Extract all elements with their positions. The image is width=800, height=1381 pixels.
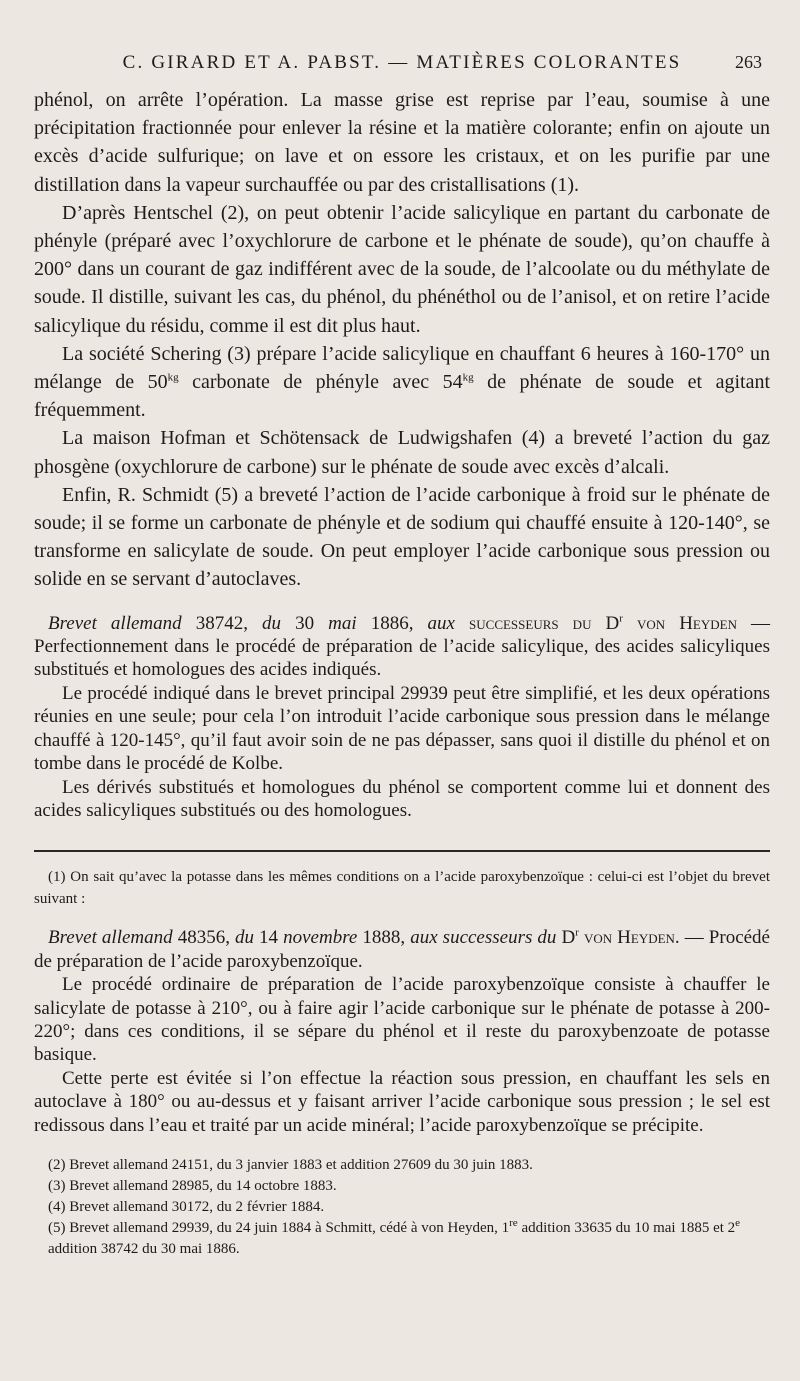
patent2-heyden: von Heyden. xyxy=(578,927,680,949)
footnote-5-a: (5) Brevet allemand 29939, du 24 juin 1884 à Schmitt, cédé à von Heyden, 1 xyxy=(48,1219,510,1236)
schering-text-b: carbonate de phényle avec 54 xyxy=(178,371,463,394)
patent2-dr: D xyxy=(556,927,576,949)
patent2-label: Brevet allemand xyxy=(48,927,173,949)
footnote-1 xyxy=(34,866,770,910)
patent-38742-heading xyxy=(34,612,770,682)
footnote-2: (2) Brevet allemand 24151, du 3 janvier 1883 et addition 27609 du 30 juin 1883. xyxy=(48,1156,533,1173)
patent-38742-para-1: Le procédé indiqué dans le brevet principal 29939 peut être simplifié, et les deux opérations réunies en une seule; pour cela l’on introduit l’acide carbonique sous pression dans le mélange chauffé à 120-145°, qu’il faut avoir soin de ne pas dépasser, sans quoi il distille du phénol et on tombe dans le procédé de Kolbe. xyxy=(34,682,770,775)
unit-kg-1: kg xyxy=(167,371,179,384)
patent2-dr-sup: r xyxy=(575,926,579,939)
patent2-day: 14 xyxy=(254,927,284,949)
patent2-du: du xyxy=(235,927,254,949)
footnote-rule xyxy=(34,850,770,852)
patent-48356-heading xyxy=(34,926,770,973)
patent2-month: novembre xyxy=(283,927,358,949)
patent-heyden: von Heyden xyxy=(622,612,737,634)
footnote-1-text: (1) On sait qu’avec la potasse dans les mêmes conditions on a l’acide paroxybenzoïque : celui-ci est l’objet du brevet suivant : xyxy=(34,869,770,908)
schering-text-a: La société Schering (3) prépare l’acide salicylique en chauffant 6 heures à 160-170° un mélange de 50 xyxy=(34,342,770,394)
paragraph-schering xyxy=(34,340,770,425)
patent-aux: aux xyxy=(427,612,455,634)
patent-day: 30 xyxy=(281,612,329,634)
paragraph-continuation: phénol, on arrête l’opération. La masse grise est reprise par l’eau, soumise à une précipitation fractionnée pour enlever la résine et la matière colorante; enfin on ajoute un excès d’acide sulfurique; on lave et on essore les cristaux, et on les purifie par une distillation dans la vapeur surchauffée ou par des cristallisations (1). xyxy=(34,89,770,196)
paragraph-hofman: La maison Hofman et Schötensack de Ludwigshafen (4) a breveté l’action du gaz phosgène (oxychlorure de carbone) sur le phénate de soude avec excès d’alcali. xyxy=(34,427,770,478)
footnotes xyxy=(34,1155,770,1260)
patent-dr-sup: r xyxy=(619,612,623,625)
footnote-5-b: addition 33635 du 10 mai 1885 et 2 xyxy=(517,1219,736,1236)
running-title: C. GIRARD ET A. PABST. — MATIÈRES COLORANTES xyxy=(122,52,682,73)
patent2-aux: aux successeurs du xyxy=(410,927,557,949)
footnote-5 xyxy=(34,1218,770,1260)
patent-du: du xyxy=(262,612,282,634)
patent-48356-para-1: Le procédé ordinaire de préparation de l’acide paroxybenzoïque consiste à chauffer le salicylate de potasse à 210°, ou à faire agir l’acide carbonique sur le phénate de potasse à 200-220°; dans ces conditions, il se sépare du phénol et il reste du paroxybenzoate de potasse basique. xyxy=(34,974,770,1066)
running-head xyxy=(34,0,770,72)
patent-title: — Perfectionnement dans le procédé de préparation de l’acide salicylique, des acides salicyliques substitués et homologues des acides indiqués. xyxy=(34,612,771,681)
patent-48356-para-2: Cette perte est évitée si l’on effectue la réaction sous pression, en chauffant les sels en autoclave à 180° ou au-dessus et y faisant arriver l’acide carbonique sous pression ; le sel est redissous dans l’eau et traité par un acide minéral; l’acide paroxybenzoïque se précipite. xyxy=(34,1067,770,1136)
patent-month: mai xyxy=(328,612,357,634)
patent-successors: successeurs du D xyxy=(454,612,620,634)
patent-number: 38742, xyxy=(181,612,263,634)
patent2-number: 48356, xyxy=(172,927,235,949)
footnote-5-sup-e: e xyxy=(735,1216,741,1229)
paragraph-hentschel: D’après Hentschel (2), on peut obtenir l’acide salicylique en partant du carbonate de phényle (préparé avec l’oxychlorure de carbone et le phénate de soude), qu’on chauffe à 200° dans un courant de gaz indifférent avec de la soude, de l’alcoolate ou du méthylate de soude. Il distille, suivant les cas, du phénol, du phénéthol ou de l’anisol, et on retire l’acide salicylique du résidu, comme il est dit plus haut. xyxy=(34,201,770,337)
patent-38742 xyxy=(34,612,770,823)
patent-year: 1886, xyxy=(356,612,428,634)
schering-text-c: de phénate de soude et agitant fréquemment. xyxy=(34,371,771,422)
patent2-year: 1888, xyxy=(357,927,411,949)
patent-48356 xyxy=(34,926,770,1137)
unit-kg-2: kg xyxy=(462,371,474,384)
paragraph-schmidt: Enfin, R. Schmidt (5) a breveté l’action de l’acide carbonique à froid sur le phénate de soude; il se forme un carbonate de phényle et de sodium qui chauffé ensuite à 120-140°, se transforme en salicylate de soude. On peut employer l’acide carbonique sous pression ou solide en se servant d’autoclaves. xyxy=(34,483,770,591)
footnote-5-c: addition 38742 du 30 mai 1886. xyxy=(48,1240,240,1257)
patent-label: Brevet allemand xyxy=(48,612,182,634)
patent2-title: — Procédé de préparation de l’acide paroxybenzoïque. xyxy=(34,927,770,972)
page-number: 263 xyxy=(735,52,762,72)
footnote-3: (3) Brevet allemand 28985, du 14 octobre 1883. xyxy=(48,1177,337,1194)
footnote-5-sup-re: re xyxy=(509,1216,518,1229)
main-text xyxy=(34,86,770,594)
footnote-4: (4) Brevet allemand 30172, du 2 février 1884. xyxy=(48,1198,325,1215)
patent-38742-para-2: Les dérivés substitués et homologues du phénol se comportent comme lui et donnent des acides salicyliques substitués ou des homologues. xyxy=(34,776,770,821)
